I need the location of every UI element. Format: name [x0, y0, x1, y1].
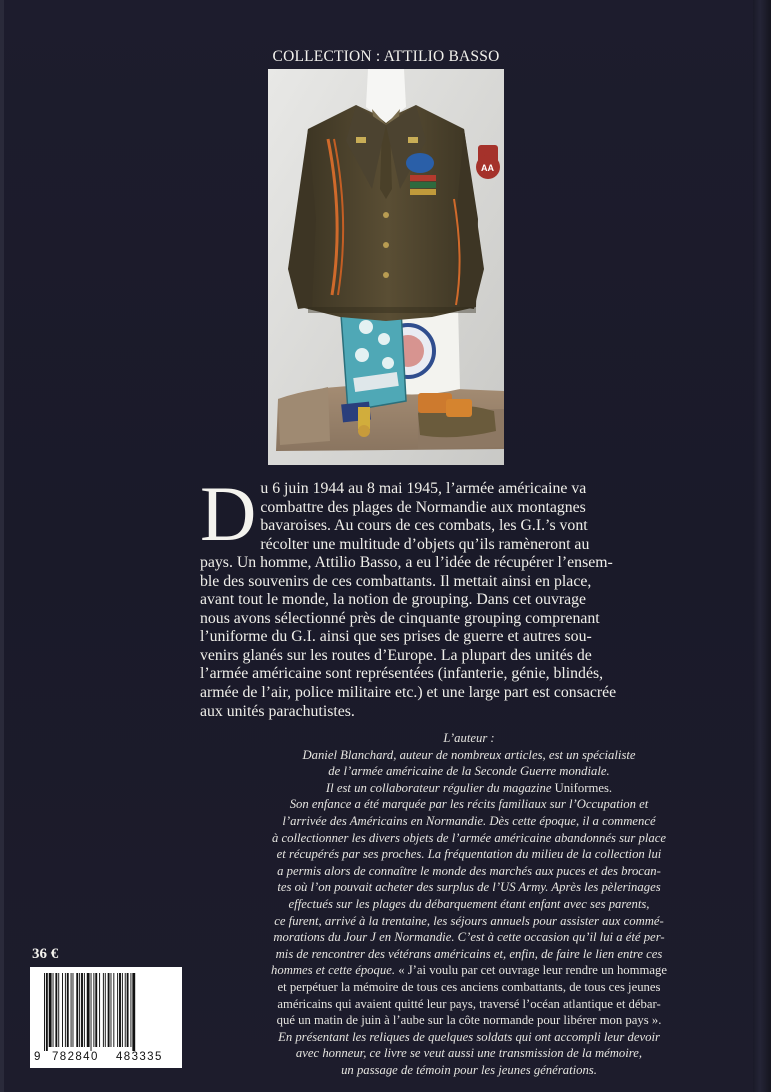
- author-line: avec honneur, ce livre se veut aussi une transmission de la mémoire,: [295, 1046, 643, 1061]
- cover-edge-left: [0, 0, 4, 1092]
- description-line: combattre des plages de Normandie aux montagnes: [260, 498, 586, 516]
- description-line: u 6 juin 1944 au 8 mai 1945, l’armée américaine va: [260, 480, 587, 497]
- description-line: bavaroises. Au cours de ces combats, les G.I.’s vont: [260, 517, 588, 535]
- barcode-bar: [55, 973, 57, 1047]
- barcode-bar: [91, 973, 92, 1051]
- barcode-bar: [73, 973, 74, 1047]
- author-line: [210, 962, 728, 979]
- magazine-title: Uniformes.: [554, 780, 613, 795]
- author-quote: « J’ai voulu par cet ouvrage leur rendre un hommage: [398, 963, 667, 978]
- description-line: ble des souvenirs de ces combattants. Il mettait ainsi en place,: [200, 572, 592, 590]
- barcode-bar: [79, 973, 80, 1047]
- author-quote-line: qué un matin de juin à l’aube sur la côte normande pour libérer mon pays ».: [276, 1013, 662, 1028]
- description-line: avant tout le monde, la notion de grouping. Dans cet ouvrage: [200, 591, 587, 609]
- author-line: a permis alors de connaître le monde des marchés aux puces et des brocan-: [277, 863, 661, 878]
- barcode-bar: [119, 973, 121, 1047]
- description-line: pays. Un homme, Attilio Basso, a eu l’idée de récupérer l’ensem-: [200, 554, 613, 572]
- description-line: venirs glanés sur les routes d’Europe. La plupart des unités de: [200, 646, 592, 664]
- isbn-first-digit: 9: [34, 1051, 41, 1063]
- author-quote-line: américains qui avaient quitté leur pays, traversé l’océan atlantique et débar-: [277, 996, 661, 1011]
- author-line: En présentant les reliques de quelques soldats qui ont accompli leur devoir: [278, 1029, 660, 1044]
- barcode-bar: [132, 973, 135, 1051]
- author-line: l’arrivée des Américains en Normandie. Dès cette époque, il a commencé: [282, 813, 656, 828]
- collection-title: COLLECTION : ATTILIO BASSO: [272, 48, 500, 65]
- uniform-grouping-photo: [268, 69, 504, 465]
- description-line: récolter une multitude d’objets qu’ils ramèneront au: [260, 535, 590, 553]
- author-line: à collectionner les divers objets de l’armée américaine abandonnés sur place: [272, 830, 666, 845]
- author-biography: [210, 730, 728, 1078]
- barcode-bar: [58, 973, 59, 1047]
- barcode-bar: [65, 973, 66, 1047]
- author-line: tes où l’on pouvait acheter des surplus de l’US Army. Après les pèlerinages: [277, 880, 661, 895]
- author-line: [210, 780, 728, 797]
- barcode-bar: [76, 973, 78, 1047]
- isbn-barcode: [30, 967, 182, 1068]
- author-line: effectués sur les plages du débarquement étant enfant avec ses parents,: [288, 896, 650, 911]
- author-line: Daniel Blanchard, auteur de nombreux articles, est un spécialiste: [302, 747, 636, 762]
- author-line-text: Il est un collaborateur régulier du magazine: [325, 780, 552, 795]
- barcode-bar: [93, 973, 94, 1047]
- barcode-bar: [44, 973, 45, 1051]
- barcode-bar: [53, 973, 54, 1047]
- spine-edge: [753, 0, 771, 1092]
- barcode-bar: [105, 973, 106, 1047]
- barcode-bars: [30, 967, 182, 1051]
- barcode-bar: [127, 973, 129, 1047]
- drop-cap-letter: D: [200, 470, 257, 557]
- barcode-bar: [67, 973, 69, 1047]
- barcode-bar: [117, 973, 118, 1047]
- price-label: 36 €: [32, 946, 59, 962]
- author-line: de l’armée américaine de la Seconde Guerre mondiale.: [328, 764, 610, 779]
- book-description: [200, 470, 728, 721]
- barcode-bar: [99, 973, 100, 1047]
- barcode-bar: [103, 973, 104, 1047]
- description-line: aux unités parachutistes.: [200, 702, 355, 720]
- description-line: l’uniforme du G.I. ainsi que ses prises de guerre et autres sou-: [200, 628, 592, 646]
- barcode-bar: [71, 973, 72, 1047]
- description-line: nous avons sélectionné près de cinquante grouping comprenant: [200, 609, 600, 627]
- author-heading: L’auteur :: [443, 731, 495, 745]
- description-line: armée de l’air, police militaire etc.) et une large part est consacrée: [200, 684, 617, 702]
- barcode-bar: [108, 973, 110, 1047]
- barcode-bar: [113, 973, 114, 1047]
- barcode-bar: [49, 973, 52, 1047]
- barcode-bar: [87, 973, 90, 1047]
- barcode-bar: [130, 973, 131, 1047]
- barcode-bar: [125, 973, 126, 1047]
- author-line: et récupérés par ses proches. La fréquentation du milieu de la collection lui: [276, 847, 662, 862]
- barcode-bar: [84, 973, 85, 1047]
- barcode-bar: [81, 973, 83, 1047]
- author-line: mis de rencontrer des vétérans américains et, enfin, de faire le lien entre ces: [275, 946, 663, 961]
- author-line: un passage de témoin pour les jeunes générations.: [341, 1062, 597, 1077]
- description-line: l’armée américaine sont représentées (infanterie, génie, blindés,: [200, 665, 604, 683]
- barcode-bar: [46, 973, 48, 1051]
- barcode-bar: [62, 973, 63, 1047]
- barcode-bar: [95, 973, 97, 1047]
- author-line: morations du Jour J en Normandie. C’est à cette occasion qu’il lui a été per-: [273, 930, 665, 945]
- isbn-right-group: 483335: [116, 1051, 163, 1063]
- author-line: ce furent, arrivé à la trentaine, les séjours annuels pour assister aux commé-: [274, 913, 664, 928]
- author-line-text: hommes et cette époque.: [271, 963, 396, 978]
- isbn-left-group: 782840: [52, 1051, 99, 1063]
- author-quote-line: et perpétuer la mémoire de tous ces anciens combattants, de tous ces jeunes: [277, 979, 661, 994]
- svg-text:AA: AA: [481, 163, 494, 173]
- author-line: Son enfance a été marquée par les récits familiaux sur l’Occupation et: [289, 797, 649, 812]
- barcode-bar: [122, 973, 123, 1047]
- barcode-bar: [111, 973, 112, 1047]
